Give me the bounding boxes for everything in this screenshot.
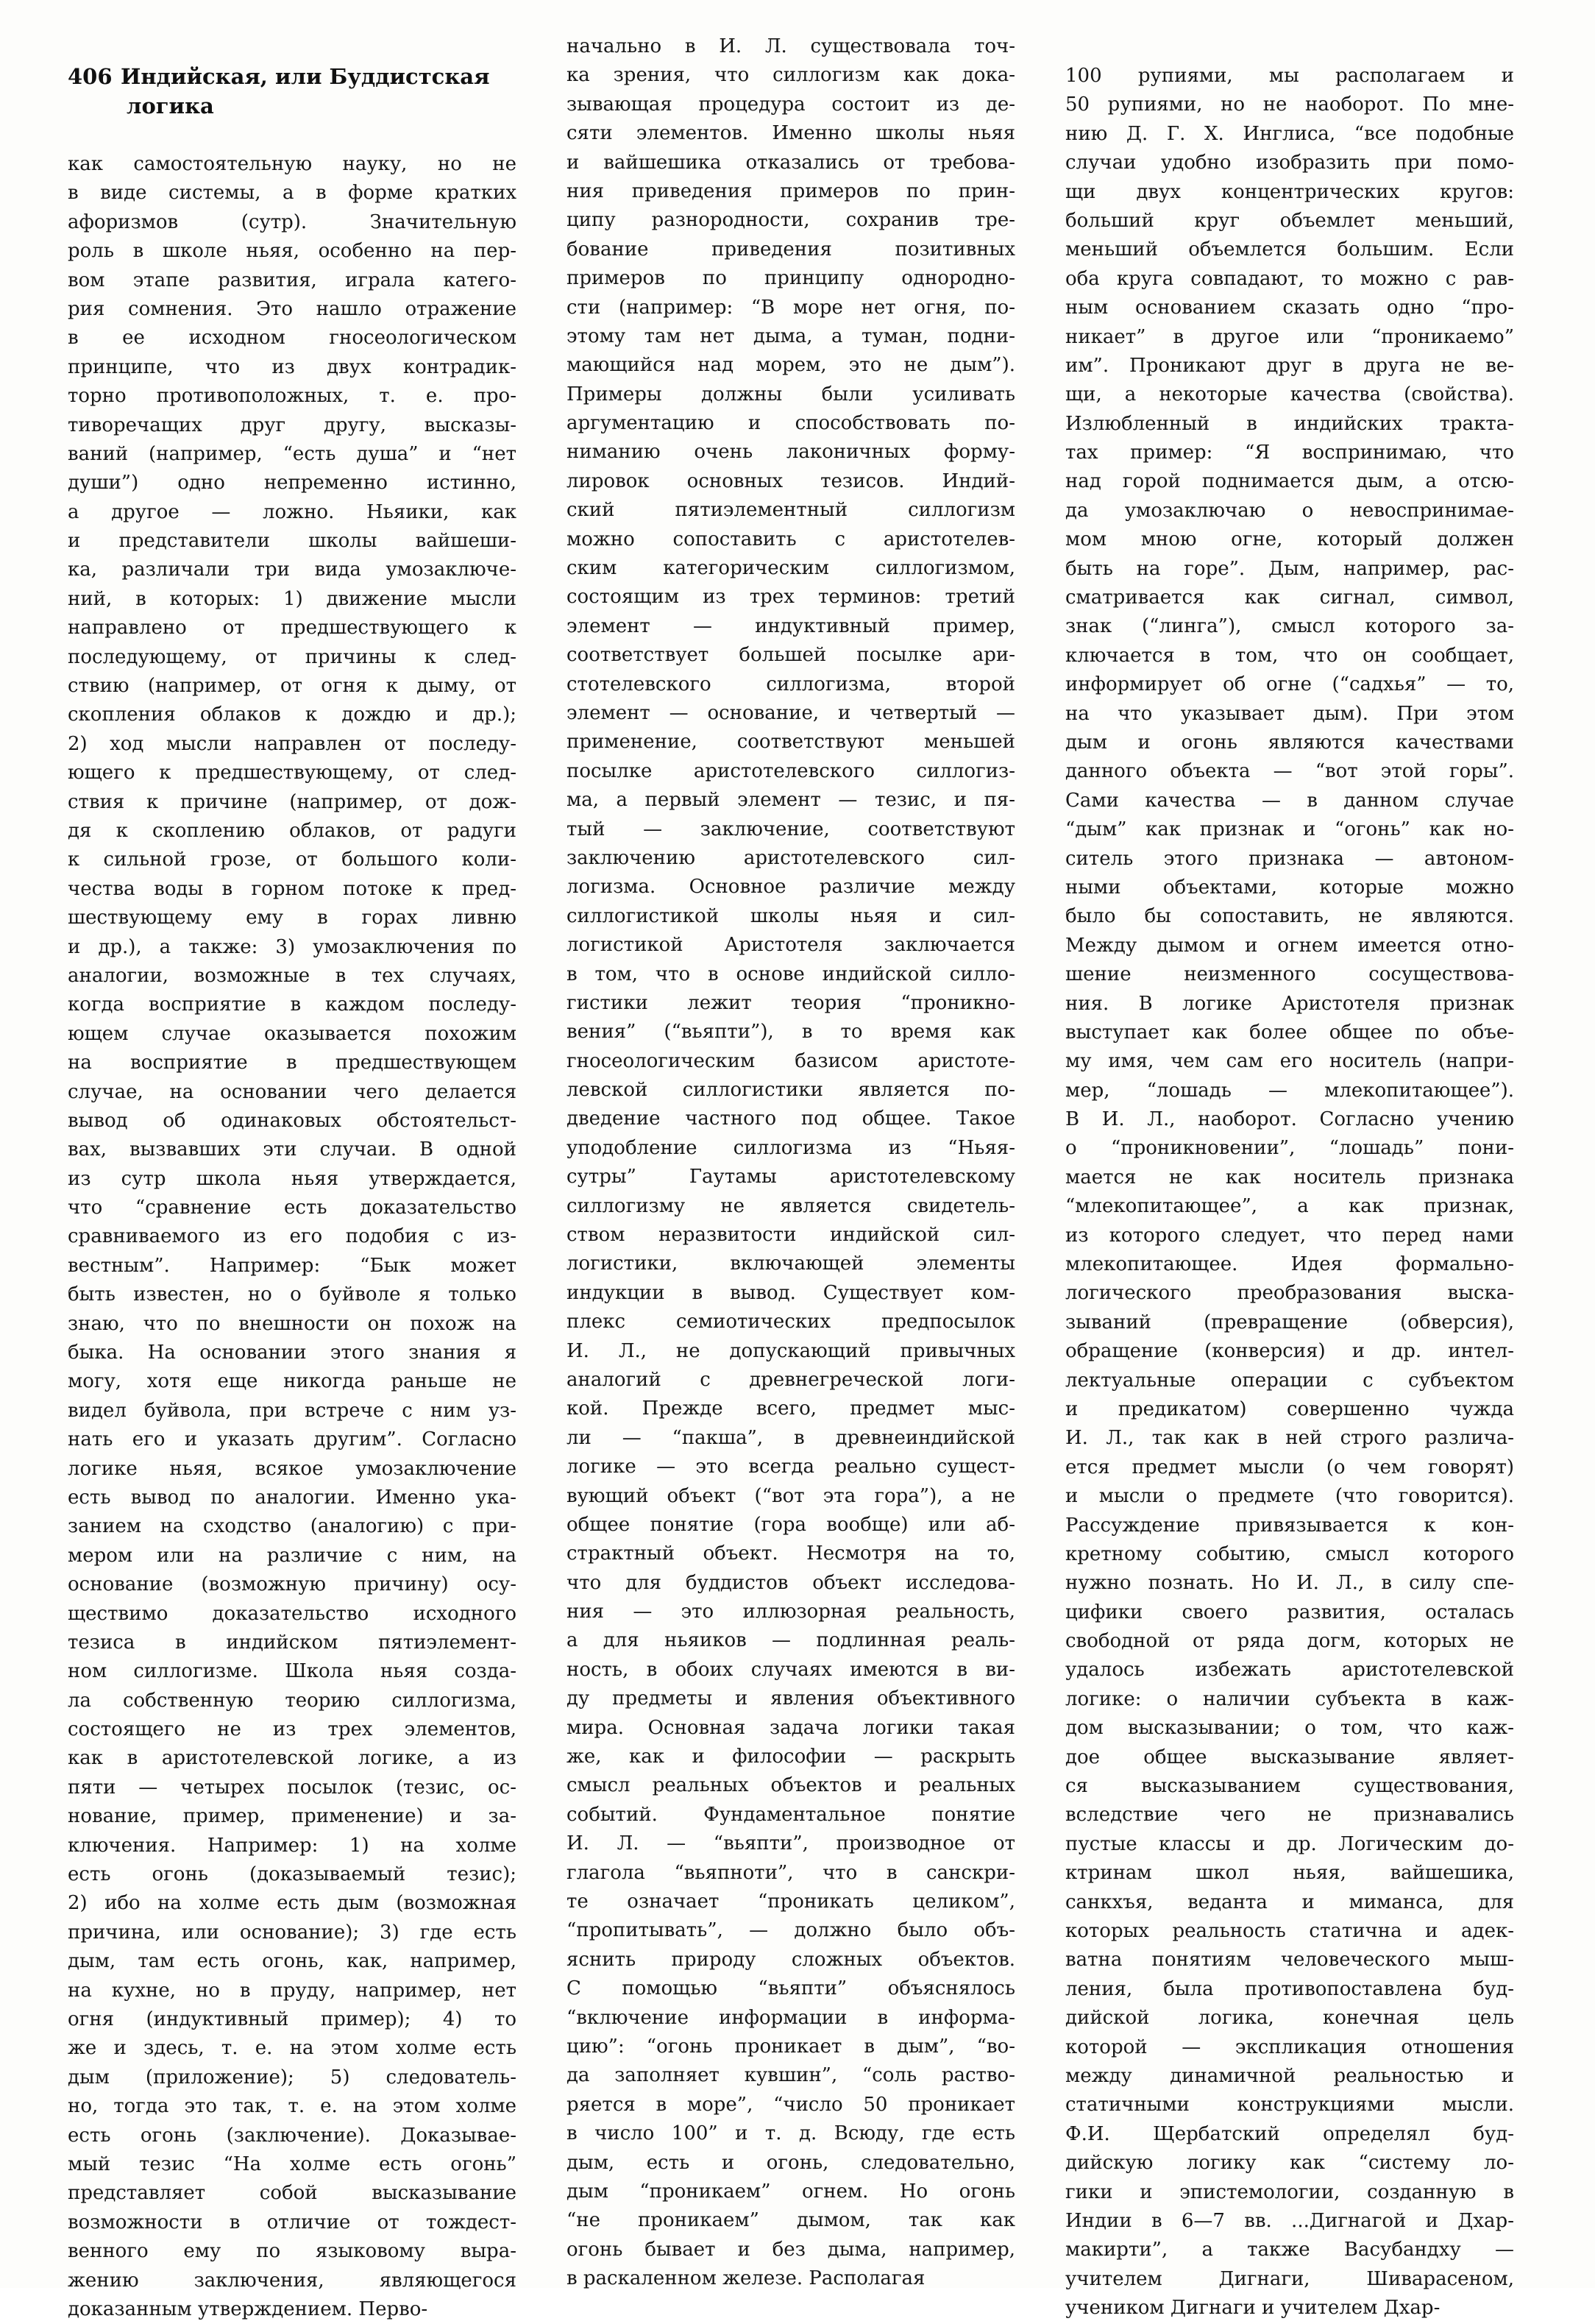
text-line: же и здесь, т. е. на этом холме есть	[68, 2037, 516, 2060]
text-line: лировок основных тезисов. Индий-	[566, 470, 1015, 492]
text-line: когда восприятие в каждом последу-	[68, 993, 516, 1016]
text-line: ка, различали три вида умозаключе-	[68, 559, 516, 581]
text-line: было бы сопоставить, не являются.	[1065, 905, 1514, 928]
text-line: сутры” Гаутамы аристотелевскому	[566, 1166, 1015, 1188]
text-line: яснить природу сложных объектов.	[566, 1948, 1015, 1971]
text-line: в виде системы, а в форме кратких	[68, 182, 516, 205]
text-line: щи двух концентрических кругов:	[1065, 180, 1514, 203]
text-line: как в аристотелевской логике, а из	[68, 1747, 516, 1770]
text-line: над горой поднимается дым, а отсю-	[1065, 470, 1514, 493]
text-line: ключения. Например: 1) на холме	[68, 1834, 516, 1857]
text-line: и др.), а также: 3) умозаключения по	[68, 935, 516, 958]
text-line: тах пример: “Я воспринимаю, что	[1065, 442, 1514, 464]
text-line: им”. Проникают друг в друга не ве-	[1065, 354, 1514, 377]
text-line: применение, соответствуют меньшей	[566, 731, 1015, 754]
text-line: В И. Л., наоборот. Согласно учению	[1065, 1108, 1514, 1131]
text-line: аналогии, возможные в тех случаях,	[68, 964, 516, 987]
text-line: свободной от ряда догм, которых не	[1065, 1630, 1514, 1653]
text-line: быть известен, но о буйволе я только	[68, 1283, 516, 1306]
text-line: ципу разнородности, сохранив тре-	[566, 209, 1015, 232]
text-line: млекопитающее. Идея формально-	[1065, 1253, 1514, 1276]
text-line: ния приведения примеров по прин-	[566, 180, 1015, 202]
text-line: ющего к предшествующему, от след-	[68, 762, 516, 784]
text-line: дя к скоплению облаков, от радуги	[68, 819, 516, 842]
text-line: ситель этого признака — автоном-	[1065, 847, 1514, 870]
text-line: вах, вызвавших эти случаи. В одной	[68, 1138, 516, 1161]
text-line: макирти”, а также Васубандху —	[1065, 2239, 1514, 2261]
text-line: знаю, что по внешности он похож на	[68, 1312, 516, 1335]
running-head-title-line1: Индийская, или Буддистская	[121, 64, 490, 89]
text-line: из сутр школа ньяя утверждается,	[68, 1167, 516, 1190]
text-line: души”) одно непременно истинно,	[68, 472, 516, 495]
text-line: и вайшешика отказались от требова-	[566, 151, 1015, 174]
text-line: же, как и философии — раскрыть	[566, 1746, 1015, 1768]
text-line: уподобление силлогизма из “Ньяя-	[566, 1136, 1015, 1159]
text-line: вывод об одинаковых обстоятельст-	[68, 1109, 516, 1132]
text-line: нование, пример, применение) и за-	[68, 1805, 516, 1828]
text-line: мый тезис “На холме есть огонь”	[68, 2153, 516, 2175]
text-line: ний, в которых: 1) движение мысли	[68, 587, 516, 610]
text-line: Примеры должны были усиливать	[566, 383, 1015, 405]
text-line: цию”: “огонь проникает в дым”, “во-	[566, 2035, 1015, 2058]
text-line: нию Д. Г. Х. Инглиса, “все подобные	[1065, 122, 1514, 145]
text-line: му имя, чем сам его носитель (напри-	[1065, 1050, 1514, 1073]
text-line: вестным”. Например: “Бык может	[68, 1254, 516, 1277]
text-line: сти (например: “В море нет огня, по-	[566, 296, 1015, 319]
text-line: логического преобразования выска-	[1065, 1282, 1514, 1305]
text-line: гистики лежит теория “проникно-	[566, 991, 1015, 1014]
running-head	[68, 62, 539, 121]
text-line: принципе, что из двух контрадик-	[68, 355, 516, 378]
text-line: венного ему по языковому выра-	[68, 2240, 516, 2263]
text-line: зываний (превращение (обверсия),	[1065, 1311, 1514, 1333]
text-line: сравниваемого из его подобия с из-	[68, 1225, 516, 1248]
text-line: и представители школы вайшеши-	[68, 530, 516, 553]
text-line: ном силлогизме. Школа ньяя созда-	[68, 1660, 516, 1683]
text-line: мер, “лошадь — млекопитающее”).	[1065, 1079, 1514, 1102]
text-line: ваний (например, “есть душа” и “нет	[68, 442, 516, 465]
text-line: те означает “проникать целиком”,	[566, 1891, 1015, 1913]
text-line: а другое — ложно. Ньяики, как	[68, 500, 516, 523]
text-line: причина, или основание); 3) где есть	[68, 1921, 516, 1944]
text-line: к сильной грозе, от большого коли-	[68, 849, 516, 871]
text-line: вения” (“вьяпти”), в то время как	[566, 1021, 1015, 1044]
text-line: силлогизму не является свидетель-	[566, 1194, 1015, 1217]
text-line: 50 рупиями, но не наоборот. По мне-	[1065, 93, 1514, 116]
text-line: и предикатом) совершенно чужда	[1065, 1397, 1514, 1420]
text-line: И. Л., так как в ней строго различа-	[1065, 1427, 1514, 1450]
text-line: скопления облаков к дождю и др.);	[68, 704, 516, 726]
text-line: в том, что в основе индийской силло-	[566, 963, 1015, 985]
text-column-1	[68, 150, 516, 2324]
text-line: санкхъя, веданта и миманса, для	[1065, 1891, 1514, 1913]
text-line: примеров по принципу однородно-	[566, 267, 1015, 290]
text-line: вом этапе развития, играла катего-	[68, 269, 516, 291]
text-line: что “сравнение есть доказательство	[68, 1197, 516, 1219]
text-line: дое общее высказывание являет-	[1065, 1746, 1514, 1768]
text-line: ющем случае оказывается похожим	[68, 1022, 516, 1045]
text-line: из которого следует, что перед нами	[1065, 1224, 1514, 1247]
text-line: состоящего не из трех элементов,	[68, 1718, 516, 1741]
text-line: на что указывает дым). При этом	[1065, 702, 1514, 725]
text-line: нужно познать. Но И. Л., в силу спе-	[1065, 1572, 1514, 1595]
text-line: информирует об огне (“садхья” — то,	[1065, 673, 1514, 696]
text-line: обращение (конверсия) и др. интел-	[1065, 1340, 1514, 1363]
text-line: огня (индуктивный пример); 4) то	[68, 2008, 516, 2030]
text-line: стотелевского силлогизма, второй	[566, 673, 1015, 695]
text-line: огонь бывает и без дыма, например,	[566, 2238, 1015, 2261]
text-line: логике ньяя, всякое умозаключение	[68, 1457, 516, 1480]
text-line: С помощью “вьяпти” объяснялось	[566, 1977, 1015, 2000]
text-column-2	[566, 32, 1015, 2293]
text-line: аналогий с древнегреческой логи-	[566, 1368, 1015, 1391]
text-line: логистики, включающей элементы	[566, 1253, 1015, 1275]
text-line: статичными конструкциями мысли.	[1065, 2094, 1514, 2116]
text-line: мером или на различие с ним, на	[68, 1544, 516, 1567]
text-line: щи, а некоторые качества (свойства).	[1065, 383, 1514, 406]
text-line: ществимо доказательство исходного	[68, 1602, 516, 1625]
text-line: логистикой Аристотеля заключается	[566, 934, 1015, 957]
text-line: на кухне, но в пруду, например, нет	[68, 1979, 516, 2002]
text-line: дым, есть и огонь, следовательно,	[566, 2151, 1015, 2174]
text-line: мается не как носитель признака	[1065, 1166, 1514, 1188]
text-line: элемент — индуктивный пример,	[566, 614, 1015, 637]
text-line: И. Л. — “вьяпти”, производное от	[566, 1832, 1015, 1855]
text-line: доказанным утверждением. Перво-	[68, 2298, 428, 2320]
text-line: дом высказывании; о том, что каж-	[1065, 1717, 1514, 1740]
text-line: есть огонь (доказываемый тезис);	[68, 1863, 516, 1886]
text-line: кретному событию, смысл которого	[1065, 1542, 1514, 1565]
text-line: цифики своего развития, осталась	[1065, 1601, 1514, 1623]
running-head-title-line2: логика	[127, 93, 214, 118]
text-line: роль в школе ньяя, особенно на пер-	[68, 240, 516, 263]
text-line: “пропитывать”, — должно было объ-	[566, 1919, 1015, 1942]
text-line: шение неизменного сосуществова-	[1065, 963, 1514, 986]
text-line: ления, была противопоставлена буд-	[1065, 1977, 1514, 2000]
text-line: лектуальные операции с субъектом	[1065, 1369, 1514, 1392]
text-line: ватна понятиям человеческого мыш-	[1065, 1949, 1514, 1971]
text-line: кой. Прежде всего, предмет мыс-	[566, 1397, 1015, 1420]
text-line: аргументацию и способствовать по-	[566, 412, 1015, 435]
text-line: дийскую логику как “систему ло-	[1065, 2152, 1514, 2175]
text-line: начально в И. Л. существовала точ-	[566, 35, 1015, 57]
text-line: ский пятиэлементный силлогизм	[566, 499, 1015, 522]
text-line: ктринам школ ньяя, вайшешика,	[1065, 1862, 1514, 1885]
text-line: ка зрения, что силлогизм как дока-	[566, 64, 1015, 87]
text-line: этому там нет дыма, а туман, подни-	[566, 325, 1015, 347]
text-line: дым и огонь являются качествами	[1065, 731, 1514, 754]
text-line: Ф.И. Щербатский определял буд-	[1065, 2122, 1514, 2145]
text-line: Сами качества — в данном случае	[1065, 789, 1514, 812]
text-line: гносеологическим базисом аристоте-	[566, 1049, 1015, 1072]
text-line: ствию (например, от огня к дыму, от	[68, 675, 516, 698]
text-line: “не проникаем” дымом, так как	[566, 2209, 1015, 2232]
text-line: мира. Основная задача логики такая	[566, 1716, 1015, 1739]
text-line: 100 рупиями, мы располагаем и	[1065, 65, 1514, 87]
text-line: ла собственную теорию силлогизма,	[68, 1689, 516, 1712]
text-line: смысл реальных объектов и реальных	[566, 1774, 1015, 1797]
text-line: представляет собой высказывание	[68, 2182, 516, 2205]
text-line: да умозаключаю о невоспринимае-	[1065, 499, 1514, 522]
text-line: рия сомнения. Это нашло отражение	[68, 297, 516, 320]
text-line: случаи удобно изобразить при помо-	[1065, 152, 1514, 174]
text-line: Индии в 6—7 вв. ...Дигнагой и Дхар-	[1065, 2209, 1514, 2232]
text-line: “дым” как признак и “огонь” как но-	[1065, 818, 1514, 841]
text-line: логике: о наличии субъекта в каж-	[1065, 1687, 1514, 1710]
text-line: логике — это всегда реально сущест-	[566, 1456, 1015, 1478]
text-line: сматривается как сигнал, символ,	[1065, 587, 1514, 609]
text-line: а для ньяиков — подлинная реаль-	[566, 1629, 1015, 1652]
text-line: быть на горе”. Дым, например, рас-	[1065, 557, 1514, 580]
text-line: в ее исходном гносеологическом	[68, 327, 516, 350]
text-line: страктный объект. Несмотря на то,	[566, 1542, 1015, 1565]
text-line: вследствие чего не признавались	[1065, 1804, 1514, 1827]
text-line: ным основанием сказать одно “про-	[1065, 297, 1514, 319]
text-line: занием на сходство (аналогию) с при-	[68, 1515, 516, 1538]
text-line: видел буйвола, при встрече с ним уз-	[68, 1399, 516, 1422]
text-line: дийской логика, конечная цель	[1065, 2007, 1514, 2030]
text-line: в число 100” и т. д. Всюду, где есть	[566, 2122, 1015, 2145]
text-line: посылке аристотелевского силлогиз-	[566, 759, 1015, 782]
text-line: ся высказыванием существования,	[1065, 1775, 1514, 1798]
text-line: возможности в отличие от тождест-	[68, 2211, 516, 2233]
text-line: жению заключения, являющегося	[68, 2269, 516, 2292]
text-line: событий. Фундаментальное понятие	[566, 1803, 1015, 1826]
text-line: учеником Дигнаги и учителем Дхар-	[1065, 2297, 1441, 2320]
text-line: дым “проникаем” огнем. Но огонь	[566, 2180, 1015, 2203]
text-line: направлено от предшествующего к	[68, 617, 516, 640]
text-line: торно противоположных, т. е. про-	[68, 385, 516, 408]
text-line: сяти элементов. Именно школы ньяя	[566, 122, 1015, 145]
text-line: которых реальность статична и адек-	[1065, 1920, 1514, 1942]
text-line: элемент — основание, и четвертый —	[566, 701, 1015, 724]
text-line: быка. На основании этого знания я	[68, 1342, 516, 1364]
text-line: И. Л., не допускающий привычных	[566, 1339, 1015, 1362]
text-line: учителем Дигнаги, Шиварасеном,	[1065, 2267, 1514, 2290]
text-line: бование приведения позитивных	[566, 238, 1015, 261]
text-line: меньший объемлется большим. Если	[1065, 238, 1514, 261]
text-line: плекс семиотических предпосылок	[566, 1311, 1015, 1333]
text-line: ния — это иллюзорная реальность,	[566, 1601, 1015, 1623]
text-line: могу, хотя еще никогда раньше не	[68, 1370, 516, 1393]
text-line: можно сопоставить с аристотелев-	[566, 528, 1015, 550]
text-line: последующему, от причины к след-	[68, 645, 516, 668]
text-line: афоризмов (сутр). Значительную	[68, 210, 516, 233]
text-line: ключается в том, что он сообщает,	[1065, 644, 1514, 667]
text-line: заключению аристотелевского сил-	[566, 846, 1015, 869]
text-column-3	[1065, 62, 1514, 2323]
text-line: в раскаленном железе. Располагая	[566, 2267, 926, 2290]
text-line: на восприятие в предшествующем	[68, 1052, 516, 1074]
text-line: знак (“линга”), смысл которого за-	[1065, 615, 1514, 638]
text-line: силлогистикой школы ньяя и сил-	[566, 904, 1015, 927]
text-line: пустые классы и др. Логическим до-	[1065, 1832, 1514, 1855]
text-line: ли — “пакша”, в древнеиндийской	[566, 1426, 1015, 1449]
text-line: глагола “вьяпноти”, что в санскри-	[566, 1861, 1015, 1884]
page-number: 406	[68, 64, 113, 89]
text-line: ниманию очень лаконичных форму-	[566, 441, 1015, 464]
text-line: основание (возможную причину) осу-	[68, 1573, 516, 1596]
text-line: ством неразвитости индийской сил-	[566, 1224, 1015, 1247]
text-line: и мысли о предмете (что говорится).	[1065, 1485, 1514, 1508]
text-line: больший круг объемлет меньший,	[1065, 209, 1514, 232]
text-line: ность, в обоих случаях имеются в ви-	[566, 1658, 1015, 1681]
text-line: о “проникновении”, “лошадь” пони-	[1065, 1137, 1514, 1160]
text-line: данного объекта — “вот этой горы”.	[1065, 760, 1514, 783]
text-line: логизма. Основное различие между	[566, 876, 1015, 899]
text-line: дым (приложение); 5) следователь-	[68, 2066, 516, 2089]
text-line: ными объектами, которые можно	[1065, 876, 1514, 899]
text-line: случае, на основании чего делается	[68, 1080, 516, 1103]
text-line: что для буддистов объект исследова-	[566, 1571, 1015, 1594]
text-line: вующий объект (“вот эта гора”), а не	[566, 1484, 1015, 1507]
text-line: есть огонь (заключение). Доказывае-	[68, 2124, 516, 2147]
text-line: зывающая процедура состоит из де-	[566, 93, 1015, 116]
text-line: тый — заключение, соответствуют	[566, 818, 1015, 840]
text-line: ма, а первый элемент — тезис, и пя-	[566, 789, 1015, 812]
text-line: “включение информации в информа-	[566, 2006, 1015, 2029]
text-line: которой — экспликация отношения	[1065, 2036, 1514, 2058]
text-line: состоящим из трех терминов: третий	[566, 586, 1015, 609]
text-line: индукции в вывод. Существует ком-	[566, 1281, 1015, 1304]
text-line: никает” в другое или “проникаемо”	[1065, 325, 1514, 348]
text-line: дведение частного под общее. Такое	[566, 1108, 1015, 1130]
text-line: да заполняет кувшин”, “соль раство-	[566, 2064, 1015, 2087]
text-line: оба круга совпадают, то можно с рав-	[1065, 267, 1514, 290]
text-line: гики и эпистемологии, созданную в	[1065, 2180, 1514, 2203]
text-line: левской силлогистики является по-	[566, 1079, 1015, 1102]
text-line: общее понятие (гора вообще) или аб-	[566, 1513, 1015, 1536]
text-line: Излюбленный в индийских тракта-	[1065, 412, 1514, 435]
text-line: тезиса в индийском пятиэлемент-	[68, 1631, 516, 1654]
text-line: выступает как более общее по объе-	[1065, 1021, 1514, 1044]
text-line: ду предметы и явления объективного	[566, 1687, 1015, 1710]
text-line: тиворечащих друг другу, высказы-	[68, 414, 516, 436]
text-line: между динамичной реальностью и	[1065, 2064, 1514, 2087]
text-line: шествующему ему в горах ливню	[68, 907, 516, 929]
text-line: чества воды в горном потоке к пред-	[68, 877, 516, 900]
text-line: удалось избежать аристотелевской	[1065, 1659, 1514, 1682]
text-line: 2) ход мысли направлен от последу-	[68, 732, 516, 755]
text-line: соответствует большей посылке ари-	[566, 644, 1015, 667]
text-line: есть вывод по аналогии. Именно ука-	[68, 1486, 516, 1509]
text-line: ния. В логике Аристотеля признак	[1065, 992, 1514, 1015]
text-line: Между дымом и огнем имеется отно-	[1065, 934, 1514, 957]
text-line: дым, там есть огонь, как, например,	[68, 1950, 516, 1973]
text-line: но, тогда это так, т. е. на этом холме	[68, 2095, 516, 2118]
text-line: ется предмет мысли (о чем говорят)	[1065, 1456, 1514, 1478]
text-line: нать его и указать другим”. Согласно	[68, 1428, 516, 1451]
text-line: ским категорическим силлогизмом,	[566, 557, 1015, 580]
text-line: “млекопитающее”, а как признак,	[1065, 1195, 1514, 1218]
text-line: мающийся над морем, это не дым”).	[566, 354, 1015, 377]
text-line: пяти — четырех посылок (тезис, ос-	[68, 1776, 516, 1799]
text-line: Рассуждение привязывается к кон-	[1065, 1514, 1514, 1537]
text-line: 2) ибо на холме есть дым (возможная	[68, 1892, 516, 1915]
text-line: ряется в море”, “число 50 проникает	[566, 2093, 1015, 2116]
text-line: ствия к причине (например, от дож-	[68, 790, 516, 813]
text-line: как самостоятельную науку, но не	[68, 153, 516, 175]
text-line: мом мною огне, который должен	[1065, 528, 1514, 551]
